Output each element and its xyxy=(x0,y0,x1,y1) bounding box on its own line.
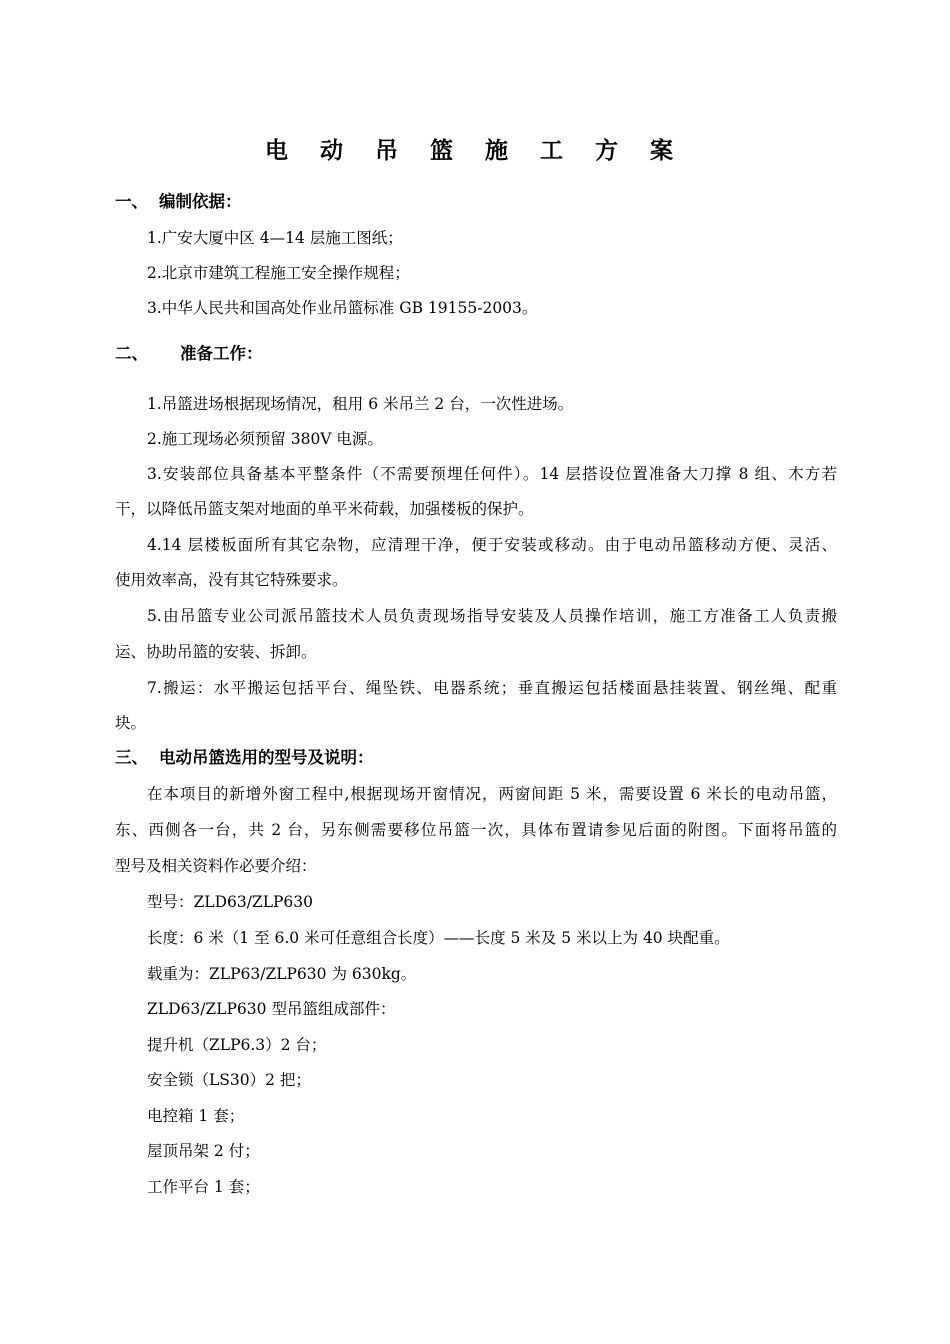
paragraph-line: 3.安装部位具备基本平整条件（不需要预埋任何件）。14 层搭设位置准备大刀撑 8 组、木方若 xyxy=(147,465,837,483)
paragraph-line: 2.北京市建筑工程施工安全操作规程； xyxy=(147,264,410,282)
section-number: 二、 xyxy=(115,344,148,363)
paragraph-line: 1.吊篮进场根据现场情况，租用 6 米吊兰 2 台，一次性进场。 xyxy=(147,395,574,413)
paragraph-line: 3.中华人民共和国高处作业吊篮标准 GB 19155-2003。 xyxy=(147,299,538,317)
section-heading-basis xyxy=(115,190,242,214)
paragraph-line: 使用效率高，没有其它特殊要求。 xyxy=(115,571,348,589)
spec-line: 型号：ZLD63/ZLP630 xyxy=(147,893,314,911)
section-title: 电动吊篮选用的型号及说明： xyxy=(159,748,374,767)
spec-line: 工作平台 1 套； xyxy=(147,1178,260,1196)
section-title: 准备工作： xyxy=(180,344,263,363)
section-heading-preparation xyxy=(115,342,263,366)
paragraph-line: 2.施工现场必须预留 380V 电源。 xyxy=(147,430,383,448)
spec-line: 提升机（ZLP6.3）2 台； xyxy=(147,1036,327,1054)
paragraph-line: 在本项目的新增外窗工程中,根据现场开窗情况，两窗间距 5 米，需要设置 6 米长的电动吊篮， xyxy=(147,785,837,803)
paragraph-line: 4.14 层楼板面所有其它杂物，应清理干净，便于安装或移动。由于电动吊篮移动方便、灵活、 xyxy=(147,536,837,554)
spec-line: 屋顶吊架 2 付； xyxy=(147,1142,260,1160)
spec-line: 电控箱 1 套； xyxy=(147,1107,245,1125)
spec-line: 安全锁（LS30）2 把； xyxy=(147,1071,311,1089)
paragraph-line: 块。 xyxy=(115,714,147,732)
section-number: 一、 xyxy=(115,192,148,211)
spec-line: 载重为：ZLP63/ZLP630 为 630kg。 xyxy=(147,965,417,983)
page-title: 电 动 吊 篮 施 工 方 案 xyxy=(264,138,686,164)
paragraph-line: 东、西侧各一台，共 2 台，另东侧需要移位吊篮一次，具体布置请参见后面的附图。下面将吊篮的 xyxy=(115,821,838,839)
paragraph-line: 运、协助吊篮的安装、拆卸。 xyxy=(115,643,317,661)
paragraph-line: 1.广安大厦中区 4—14 层施工图纸； xyxy=(147,229,403,247)
section-heading-model xyxy=(115,746,374,770)
paragraph-line: 型号及相关资料作必要介绍： xyxy=(115,857,317,875)
section-title: 编制依据： xyxy=(159,192,242,211)
paragraph-line: 7.搬运：水平搬运包括平台、绳坠铁、电器系统；垂直搬运包括楼面悬挂装置、钢丝绳、配重 xyxy=(147,679,837,697)
section-number: 三、 xyxy=(115,748,148,767)
spec-line: ZLD63/ZLP630 型吊篮组成部件： xyxy=(147,1000,396,1018)
paragraph-line: 5.由吊篮专业公司派吊篮技术人员负责现场指导安装及人员操作培训，施工方准备工人负责搬 xyxy=(147,607,837,625)
spec-line: 长度：6 米（1 至 6.0 米可任意组合长度）——长度 5 米及 5 米以上为 40 块配重。 xyxy=(147,929,730,947)
paragraph-line: 干，以降低吊篮支架对地面的单平米荷载，加强楼板的保护。 xyxy=(115,500,534,518)
